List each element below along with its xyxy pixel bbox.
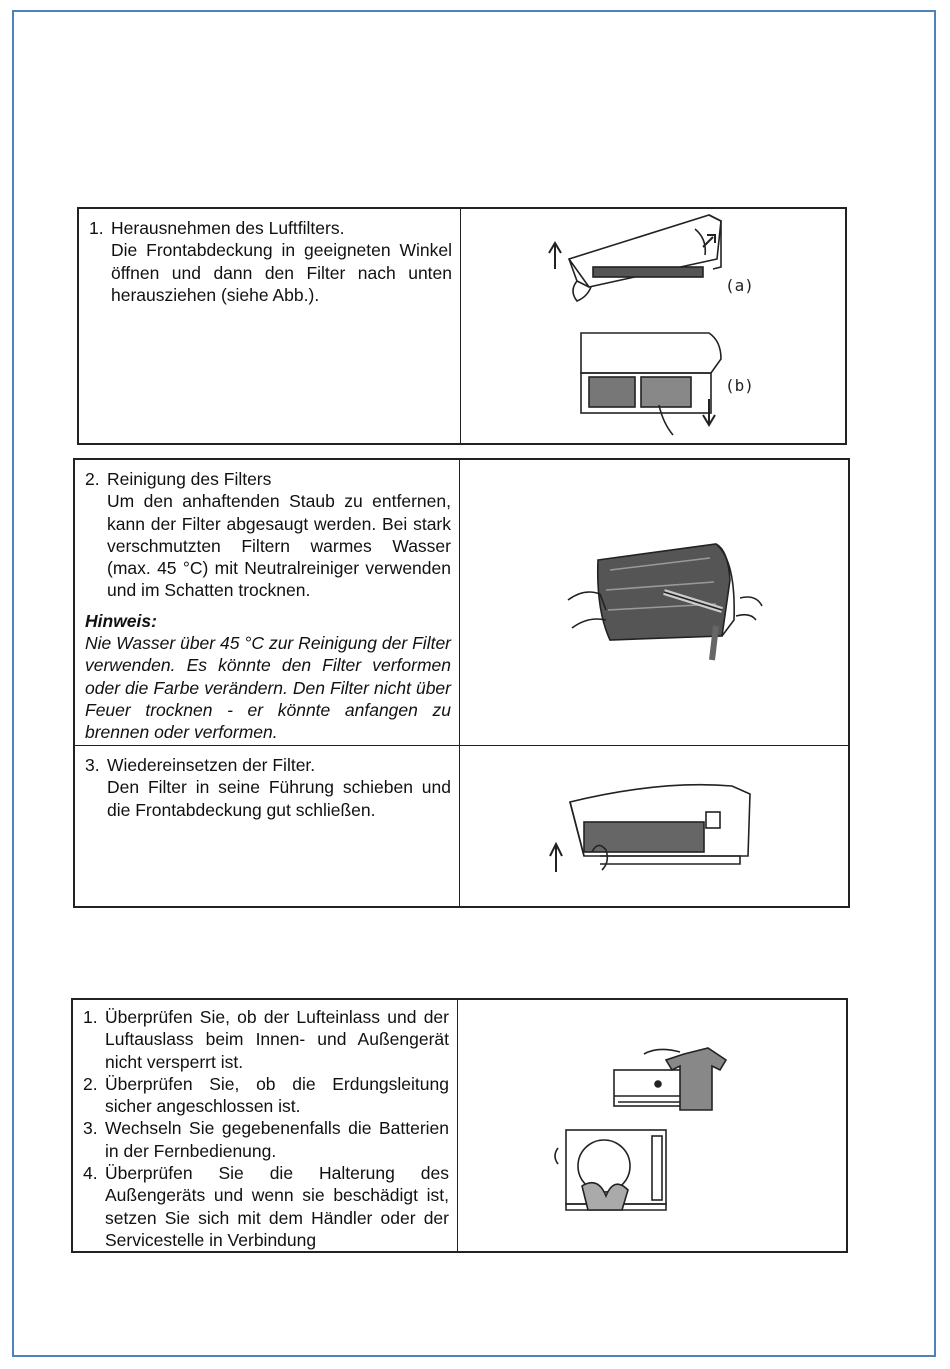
list-item (83, 1073, 449, 1118)
step2-row (75, 460, 848, 746)
hint-text: Nie Wasser über 45 °C zur Reinigung der Filter verwenden. Es könnte den Filter verformen oder die Farbe verändern. Den Filter nicht über Feuer trocknen - er könnte anfangen zu brennen oder verformen. (85, 633, 451, 743)
step3-title: Wiedereinsetzen der Filter. (107, 755, 316, 775)
check-item-4-text: Überprüfen Sie die Halterung des Außengeräts und wenn sie beschädigt ist, setzen Sie sich mit dem Händler oder der Servicestelle in Verbindung (105, 1163, 449, 1250)
step1-number: 1. (89, 218, 104, 238)
step3-heading (85, 754, 451, 776)
step2-title: Reinigung des Filters (107, 469, 272, 489)
step2-3-box (73, 458, 850, 908)
step1-text-cell (79, 209, 461, 443)
check-item-1-number: 1. (83, 1007, 98, 1027)
step1-figure-cell (459, 209, 845, 443)
check-item-4-number: 4. (83, 1163, 98, 1184)
step3-figure-cell (460, 746, 848, 906)
blocked-unit-illustration (458, 1000, 846, 1251)
step3-row (75, 746, 848, 906)
step1-box (77, 207, 847, 445)
step2-body: Um den anhaftenden Staub zu entfernen, kann der Filter abgesaugt werden. Bei stark verschmutzten Filtern warmes Wasser (max. 45 °C) mit Neutralreiniger verwenden und im Schatten trocknen. (107, 491, 451, 601)
list-item (83, 1162, 449, 1251)
check-item-2-number: 2. (83, 1073, 98, 1094)
step1-title: Herausnehmen des Luftfilters. (111, 218, 345, 238)
step1-heading (89, 217, 452, 239)
filter-removal-illustration (459, 209, 845, 443)
step2-heading (85, 468, 451, 490)
checks-box (71, 998, 848, 1253)
check-item-3-text: Wechseln Sie gegebenenfalls die Batterien in der Fernbedienung. (105, 1118, 449, 1161)
step2-text-cell (75, 460, 460, 745)
check-item-3-number: 3. (83, 1118, 98, 1139)
hint-heading: Hinweis: (85, 610, 157, 631)
unit-filter-figure (581, 333, 721, 435)
step3-number: 3. (85, 755, 100, 775)
check-item-2-text: Überprüfen Sie, ob die Erdungsleitung sicher angeschlossen ist. (105, 1073, 449, 1117)
filter-cleaning-illustration (460, 460, 848, 744)
checks-text-cell (73, 1000, 458, 1251)
list-item (83, 1117, 449, 1162)
check-list (83, 1006, 449, 1251)
filter-insert-illustration (460, 746, 848, 904)
step3-text-cell (75, 746, 460, 906)
fig-label-b: (b) (725, 376, 754, 395)
unit-open-figure (549, 215, 721, 301)
check-item-1-text: Überprüfen Sie, ob der Lufteinlass und der Luftauslass beim Innen- und Außengerät nicht versperrt ist. (105, 1007, 449, 1072)
step1-body: Die Frontabdeckung in geeigneten Winkel öffnen und dann den Filter nach unten herausziehen (siehe Abb.). (111, 240, 452, 305)
list-item (83, 1006, 449, 1073)
checks-figure-cell (458, 1000, 846, 1251)
step3-body: Den Filter in seine Führung schieben und die Frontabdeckung gut schließen. (107, 777, 451, 820)
step2-number: 2. (85, 469, 100, 489)
fig-label-a: (a) (725, 276, 754, 295)
step2-figure-cell (460, 460, 848, 745)
